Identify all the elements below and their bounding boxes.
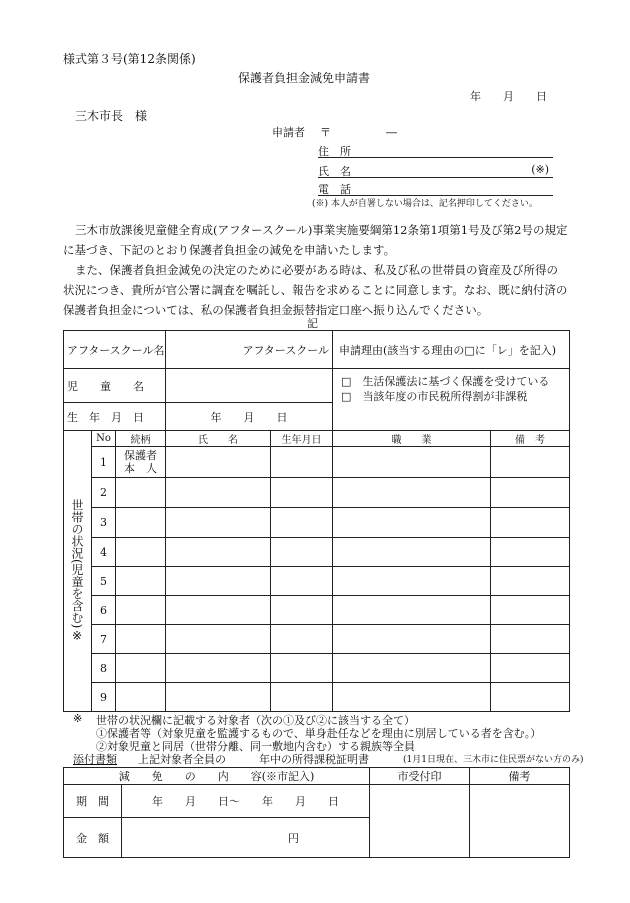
date-field[interactable]: 年 月 日	[470, 90, 547, 103]
row-remarks-field[interactable]	[491, 478, 570, 508]
signature-note: (※) 本人が自署しない場合は、記名押印してください。	[312, 199, 538, 209]
row-relation-field[interactable]	[116, 654, 166, 683]
row-remarks-field[interactable]	[491, 625, 570, 654]
note-line-2: ①保護者等（対象児童を監護するもので、単身赴任などを理由に別居している者を含む。）	[96, 727, 542, 740]
row-occupation-field[interactable]	[333, 596, 491, 625]
reason-options	[333, 369, 570, 431]
note-mark: ※	[73, 712, 83, 725]
seal-mark: (※)	[531, 163, 549, 176]
row-no: 3	[92, 508, 116, 538]
row-remarks-field[interactable]	[491, 567, 570, 596]
receipt-stamp-area	[370, 785, 470, 858]
row-occupation-field[interactable]	[333, 478, 491, 508]
applicant-label: 申請者	[272, 126, 305, 139]
row-birthdate-field[interactable]	[271, 625, 333, 654]
addressee: 三木市長 様	[75, 109, 148, 123]
row-occupation-field[interactable]	[333, 538, 491, 567]
paragraph-1: 三木市放課後児童健全育成(アフタースクール)事業実施要綱第12条第1項第1号及び第2号の規定に基づき、下記のとおり保護者負担金の減免を申請いたします。	[63, 223, 568, 257]
row-birthdate-field[interactable]	[271, 538, 333, 567]
col-remarks: 備 考	[491, 431, 570, 447]
row-relation-field[interactable]	[116, 683, 166, 712]
checkbox-icon[interactable]: □	[341, 375, 352, 388]
reason-header: 申請理由(該当する理由の□に「レ」を記入)	[333, 331, 570, 369]
paragraph-2: また、保護者負担金減免の決定のために必要がある時は、私及び私の世帯員の資産及び所得の状況につき、貴所が官公署に調査を嘱託し、報告を求めることに同意します。なお、既に納付済の保護者負担金については、私の保護者負担金振替指定口座へ振り込んでください。	[63, 263, 568, 317]
address-field[interactable]	[318, 143, 553, 158]
row-no: 4	[92, 538, 116, 567]
reason-option-1[interactable]	[341, 374, 569, 389]
amount-field[interactable]: 円	[122, 818, 370, 858]
reduction-header: 減 免 の 内 容(※市記入)	[64, 768, 370, 785]
school-name-field[interactable]: アフタースクール	[166, 331, 333, 369]
row-remarks-field[interactable]	[491, 654, 570, 683]
table-row	[64, 508, 570, 538]
row-relation: 保護者 本 人	[116, 447, 166, 478]
form-title: 保護者負担金減免申請書	[238, 71, 371, 85]
school-name-label: アフタースクール名	[64, 331, 166, 369]
household-label-cell	[64, 431, 92, 712]
form-number: 様式第３号(第12条関係)	[63, 52, 196, 66]
row-birthdate-field[interactable]	[271, 567, 333, 596]
row-relation-field[interactable]	[116, 625, 166, 654]
row-relation-field[interactable]	[116, 567, 166, 596]
table-row	[64, 596, 570, 625]
row-birthdate-field[interactable]	[271, 683, 333, 712]
row-occupation-field[interactable]	[333, 508, 491, 538]
col-birthdate: 生年月日	[271, 431, 333, 447]
birthdate-label: 生 年 月 日	[64, 403, 166, 431]
reduction-table	[63, 767, 570, 858]
postal-code-field[interactable]: 〒 ―	[320, 126, 397, 139]
row-no: 2	[92, 478, 116, 508]
row-name-field[interactable]	[166, 654, 271, 683]
row-birthdate-field[interactable]	[271, 596, 333, 625]
col-occupation: 職 業	[333, 431, 491, 447]
row-remarks-field[interactable]	[491, 508, 570, 538]
child-name-field[interactable]	[166, 369, 333, 403]
row-no: 6	[92, 596, 116, 625]
row-no: 8	[92, 654, 116, 683]
row-name-field[interactable]	[166, 625, 271, 654]
col-relation: 続柄	[116, 431, 166, 447]
row-relation-field[interactable]	[116, 538, 166, 567]
address-label: 住 所	[318, 145, 351, 158]
row-relation-field[interactable]	[116, 508, 166, 538]
checkbox-icon[interactable]: □	[341, 390, 352, 403]
phone-field[interactable]	[318, 181, 553, 196]
row-no: 7	[92, 625, 116, 654]
col-name: 氏 名	[166, 431, 271, 447]
reason-text-2: 当該年度の市民税所得割が非課税	[362, 390, 528, 403]
row-birthdate-field[interactable]	[271, 447, 333, 478]
name-field[interactable]	[318, 163, 553, 178]
row-occupation-field[interactable]	[333, 683, 491, 712]
row-name-field[interactable]	[166, 596, 271, 625]
attachment-note: (1月1日現在、三木市に住民票がない方のみ)	[403, 755, 584, 765]
receipt-stamp-header: 市受付印	[370, 768, 470, 785]
row-occupation-field[interactable]	[333, 625, 491, 654]
row-occupation-field[interactable]	[333, 654, 491, 683]
amount-label: 金 額	[64, 818, 122, 858]
attachment-text: 上記対象者全員の 年中の所得課税証明書	[138, 753, 369, 766]
reason-option-2[interactable]	[341, 389, 569, 404]
row-occupation-field[interactable]	[333, 567, 491, 596]
table-row	[64, 538, 570, 567]
child-name-label: 児 童 名	[64, 369, 166, 403]
row-name-field[interactable]	[166, 567, 271, 596]
remarks-area[interactable]	[470, 785, 570, 858]
col-no: No	[92, 431, 116, 447]
table-row	[64, 625, 570, 654]
row-relation-field[interactable]	[116, 596, 166, 625]
row-name-field[interactable]	[166, 508, 271, 538]
ki-label: 記	[307, 317, 318, 330]
period-label: 期 間	[64, 785, 122, 818]
row-relation-field[interactable]	[116, 478, 166, 508]
row-occupation-field[interactable]	[333, 447, 491, 478]
household-label: 世帯の状況(児童を含む)※	[70, 499, 84, 643]
table-row	[64, 478, 570, 508]
row-remarks-field[interactable]	[491, 538, 570, 567]
row-birthdate-field[interactable]	[271, 654, 333, 683]
row-remarks-field[interactable]	[491, 683, 570, 712]
table-row	[64, 683, 570, 712]
row-name-field[interactable]	[166, 447, 271, 478]
row-birthdate-field[interactable]	[271, 508, 333, 538]
note-line-3: ②対象児童と同居（世帯分離、同一敷地内含む）する親族等全員	[96, 740, 415, 753]
attachment-label: 添付書類	[73, 753, 117, 766]
row-no: 5	[92, 567, 116, 596]
name-label: 氏 名	[318, 165, 351, 178]
reason-text-1: 生活保護法に基づく保護を受けている	[362, 375, 550, 388]
row-birthdate-field[interactable]	[271, 478, 333, 508]
row-remarks-field[interactable]	[491, 447, 570, 478]
row-name-field[interactable]	[166, 538, 271, 567]
period-field[interactable]: 年 月 日～ 年 月 日	[122, 785, 370, 818]
table-row	[64, 654, 570, 683]
row-no: 1	[92, 447, 116, 478]
birthdate-field[interactable]: 年 月 日	[166, 403, 333, 431]
row-name-field[interactable]	[166, 478, 271, 508]
table-row	[64, 567, 570, 596]
phone-label: 電 話	[318, 183, 351, 196]
row-name-field[interactable]	[166, 683, 271, 712]
remarks-header: 備考	[470, 768, 570, 785]
row-no: 9	[92, 683, 116, 712]
row-remarks-field[interactable]	[491, 596, 570, 625]
table-row	[64, 447, 570, 478]
note-line-1: 世帯の状況欄に記載する対象者（次の①及び②に該当する全て）	[96, 714, 415, 727]
main-table	[63, 330, 570, 712]
